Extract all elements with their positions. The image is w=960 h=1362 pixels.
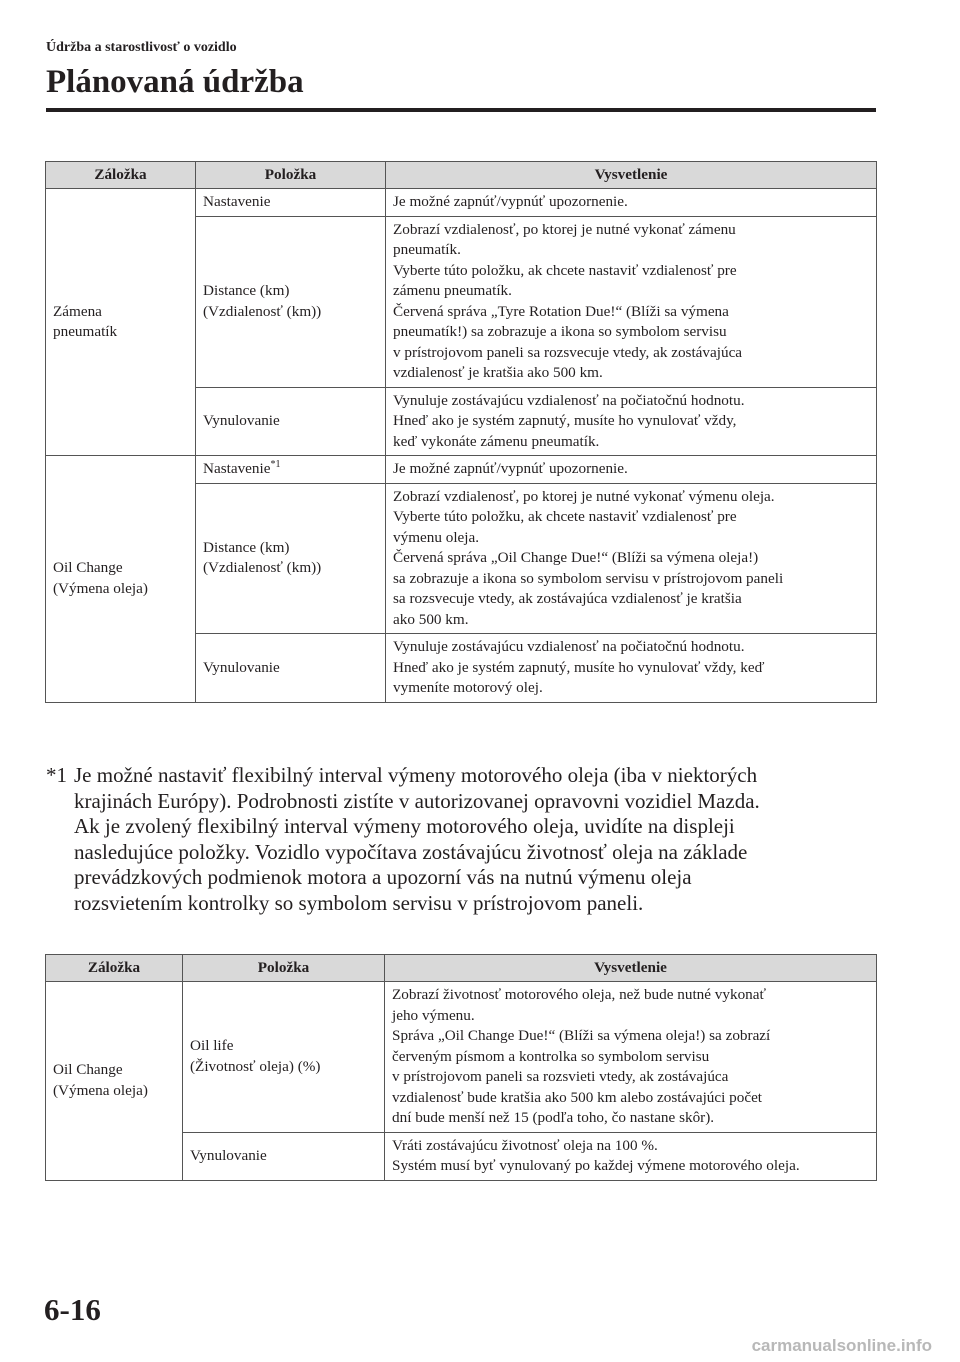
text-line: Zobrazí vzdialenosť, po ktorej je nutné vykonať výmenu oleja. bbox=[393, 487, 775, 505]
item-cell bbox=[196, 387, 386, 456]
maintenance-table-2 bbox=[45, 954, 877, 1181]
text-line: nasledujúce položky. Vozidlo vypočítava zostávajúcu životnosť oleja na základe bbox=[74, 839, 748, 864]
text-line: Oil Change bbox=[53, 1061, 123, 1079]
tab-cell bbox=[46, 982, 183, 1181]
text-line: Vyberte túto položku, ak chcete nastaviť vzdialenosť pre bbox=[393, 508, 737, 525]
item-cell bbox=[196, 216, 386, 387]
description-cell bbox=[386, 634, 877, 703]
table-row bbox=[46, 982, 877, 1133]
text-line: vzdialenosť bude kratšia ako 500 km alebo zostávajúci počet bbox=[392, 1088, 763, 1106]
item-cell bbox=[183, 982, 385, 1133]
text-line: rozsvietením kontrolky so symbolom servisu v prístrojovom paneli. bbox=[74, 890, 644, 915]
column-header-description: Vysvetlenie bbox=[386, 162, 877, 189]
tab-cell bbox=[46, 189, 196, 456]
page-number: 6-16 bbox=[44, 1292, 101, 1327]
text-line: Zobrazí životnosť motorového oleja, než bude nutné vykonať bbox=[392, 986, 766, 1003]
text-line: Zámena bbox=[53, 302, 102, 320]
text-line: krajinách Európy). Podrobnosti zistíte v autorizovanej opravovni vozidiel Mazda. bbox=[74, 788, 760, 813]
footnote-reference: *1 bbox=[270, 458, 281, 470]
watermark-text: carmanualsonline.info bbox=[751, 1336, 932, 1355]
item-cell bbox=[196, 189, 386, 217]
text-line: Správa „Oil Change Due!“ (Blíži sa výmena oleja!) sa zobrazí bbox=[392, 1027, 771, 1044]
text-line: (Životnosť oleja) (%) bbox=[190, 1057, 321, 1075]
tab-cell bbox=[46, 456, 196, 703]
text-line: Hneď ako je systém zapnutý, musíte ho vynulovať vždy, bbox=[393, 412, 737, 429]
description-cell bbox=[386, 483, 877, 634]
text-line: Je možné zapnúť/vypnúť upozornenie. bbox=[393, 193, 628, 210]
column-header-item: Položka bbox=[196, 162, 386, 189]
text-line: (Vzdialenosť (km)) bbox=[203, 302, 322, 320]
description-cell bbox=[385, 982, 877, 1133]
text-line: Vynulovanie bbox=[190, 1146, 267, 1164]
text-line: Je možné nastaviť flexibilný interval výmeny motorového oleja (iba v niektorých bbox=[74, 763, 758, 787]
text-line: Vynulovanie bbox=[203, 658, 280, 676]
footnote bbox=[46, 763, 856, 916]
item-cell bbox=[196, 483, 386, 634]
item-cell bbox=[183, 1132, 385, 1180]
text-line: Vynuluje zostávajúcu vzdialenosť na počiatočnú hodnotu. bbox=[393, 638, 745, 655]
footnote-text bbox=[74, 763, 856, 916]
text-line: Hneď ako je systém zapnutý, musíte ho vynulovať vždy, keď bbox=[393, 658, 765, 676]
table-row bbox=[46, 189, 877, 217]
text-line: Nastavenie bbox=[203, 193, 271, 210]
text-line: vzdialenosť je kratšia ako 500 km. bbox=[393, 364, 603, 381]
description-cell bbox=[386, 456, 877, 484]
text-line: pneumatík bbox=[53, 323, 118, 340]
item-cell bbox=[196, 634, 386, 703]
text-line: výmenu oleja. bbox=[393, 528, 480, 546]
text-line: Distance (km) bbox=[203, 538, 290, 556]
text-line: (Výmena oleja) bbox=[53, 1081, 148, 1099]
text-line: červeným písmom a kontrolka so symbolom servisu bbox=[392, 1047, 710, 1065]
column-header-tab: Záložka bbox=[46, 162, 196, 189]
table-header-row bbox=[46, 162, 877, 189]
text-line: Červená správa „Tyre Rotation Due!“ (Blíži sa výmena bbox=[393, 302, 729, 320]
text-line: Oil life bbox=[190, 1037, 234, 1055]
text-line: Zobrazí vzdialenosť, po ktorej je nutné vykonať zámenu bbox=[393, 220, 736, 238]
description-cell bbox=[386, 189, 877, 217]
text-line: keď vykonáte zámenu pneumatík. bbox=[393, 432, 600, 450]
text-line: sa rozsvecuje vtedy, ak zostávajúca vzdialenosť je kratšia bbox=[393, 590, 742, 607]
text-line: ako 500 km. bbox=[393, 610, 469, 628]
column-header-tab: Záložka bbox=[46, 955, 183, 982]
text-line: vymeníte motorový olej. bbox=[393, 679, 543, 696]
title-rule bbox=[46, 108, 876, 112]
text-line: Vynuluje zostávajúcu vzdialenosť na počiatočnú hodnotu. bbox=[393, 391, 745, 409]
column-header-item: Položka bbox=[183, 955, 385, 982]
text-line: Nastavenie$^{*1}$ bbox=[203, 458, 281, 477]
description-cell bbox=[385, 1132, 877, 1180]
column-header-description: Vysvetlenie bbox=[385, 955, 877, 982]
text-line: Je možné zapnúť/vypnúť upozornenie. bbox=[393, 460, 628, 477]
text-line: v prístrojovom paneli sa rozsvieti vtedy, ak zostávajúca bbox=[392, 1068, 729, 1085]
text-line: Ak je zvolený flexibilný interval výmeny motorového oleja, uvidíte na displeji bbox=[74, 814, 735, 838]
text-line: sa zobrazuje a ikona so symbolom servisu v prístrojovom paneli bbox=[393, 569, 784, 587]
text-line: zámenu pneumatík. bbox=[393, 282, 512, 299]
table-row bbox=[46, 456, 877, 484]
text-line: (Vzdialenosť (km)) bbox=[203, 559, 322, 577]
text-line: dní bude menší než 15 (podľa toho, čo nastane skôr). bbox=[392, 1109, 715, 1126]
text-line: pneumatík!) sa zobrazuje a ikona so symbolom servisu bbox=[393, 323, 727, 340]
text-line: Distance (km) bbox=[203, 282, 290, 299]
text-line: Červená správa „Oil Change Due!“ (Blíži sa výmena oleja!) bbox=[393, 549, 759, 566]
text-line: (Výmena oleja) bbox=[53, 579, 148, 597]
text-line: Systém musí byť vynulovaný po každej výmene motorového oleja. bbox=[392, 1157, 800, 1174]
text-line: Vráti zostávajúcu životnosť oleja na 100 %. bbox=[392, 1136, 658, 1154]
section-label: Údržba a starostlivosť o vozidlo bbox=[46, 40, 237, 55]
text-line: Oil Change bbox=[53, 559, 123, 577]
text-line: Vyberte túto položku, ak chcete nastaviť vzdialenosť pre bbox=[393, 261, 737, 279]
item-cell bbox=[196, 456, 386, 484]
text-line: pneumatík. bbox=[393, 241, 461, 258]
footnote-marker: *1 bbox=[46, 763, 67, 787]
text-line: jeho výmenu. bbox=[392, 1006, 475, 1024]
maintenance-table-1 bbox=[45, 161, 877, 703]
description-cell bbox=[386, 216, 877, 387]
description-cell bbox=[386, 387, 877, 456]
page-title: Plánovaná údržba bbox=[46, 64, 304, 100]
table-header-row bbox=[46, 955, 877, 982]
text-line: Vynulovanie bbox=[203, 412, 280, 429]
text-line: prevádzkových podmienok motora a upozorní vás na nutnú výmenu oleja bbox=[74, 865, 692, 889]
text-line: v prístrojovom paneli sa rozsvecuje vtedy, ak zostávajúca bbox=[393, 343, 743, 361]
